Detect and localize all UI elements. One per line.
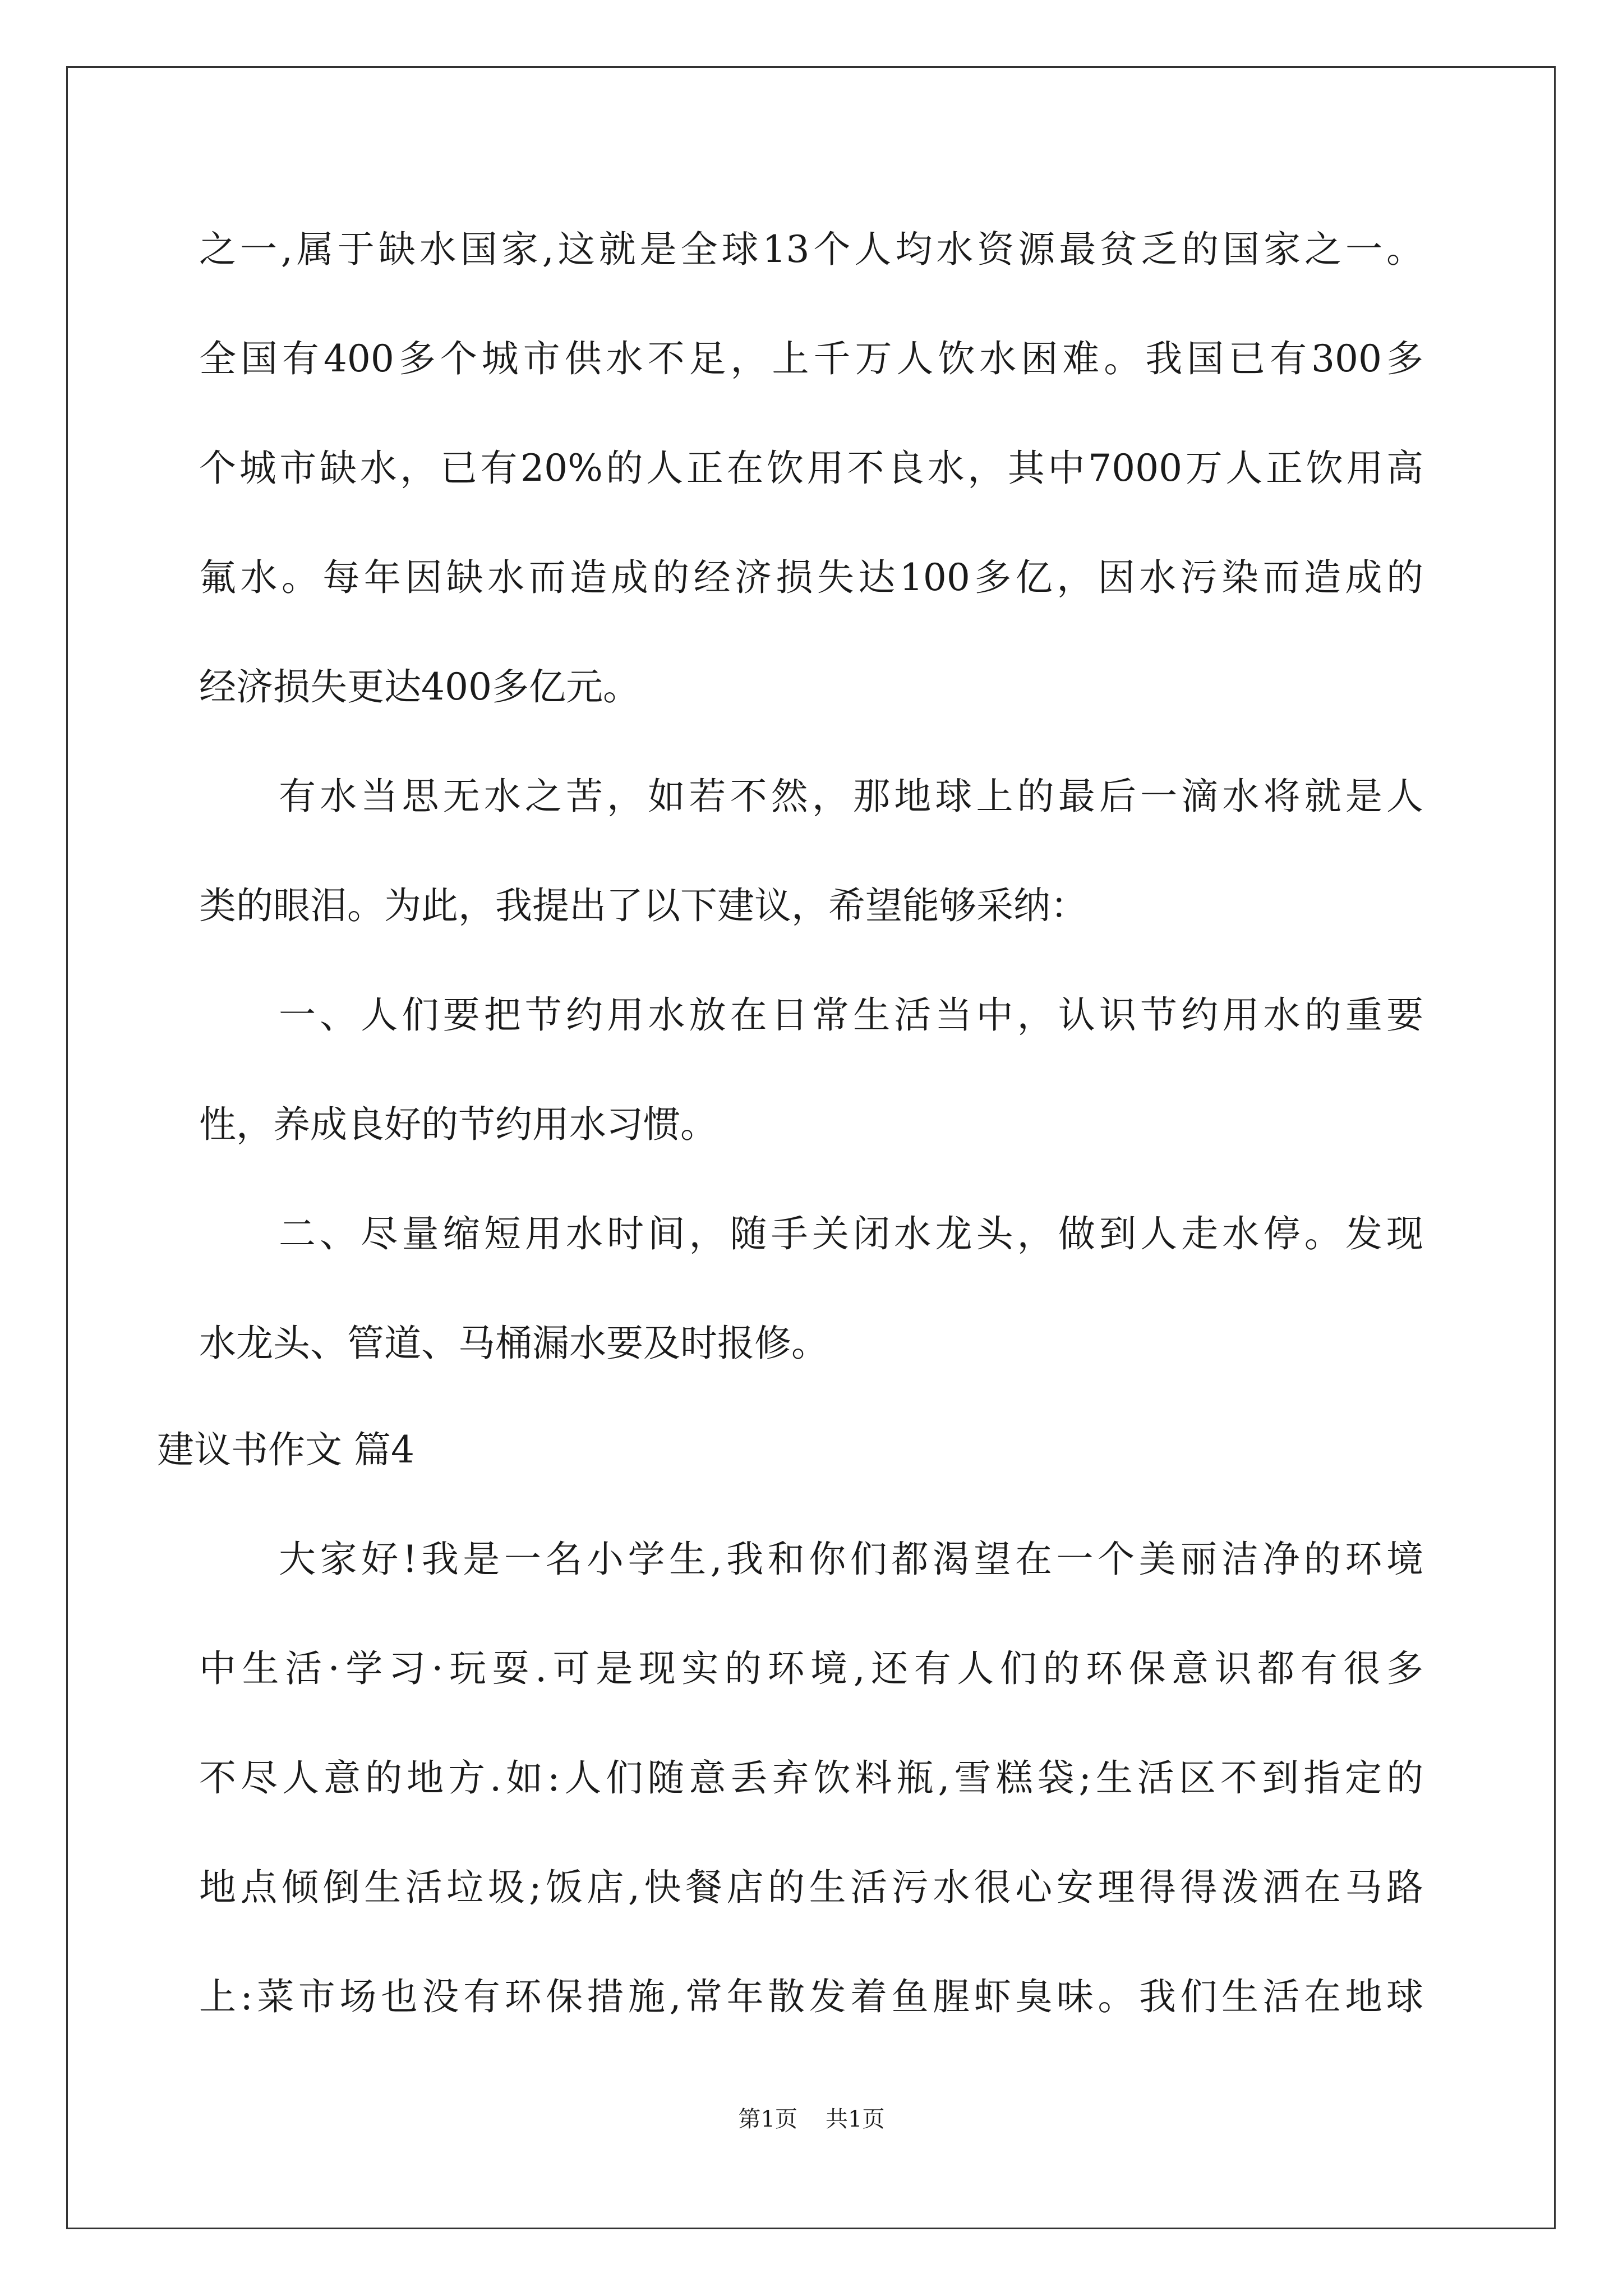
text-line: 经济损失更达400多亿元。 [199,665,640,708]
text-line: 之一,属于缺水国家,这就是全球13个人均水资源最贫乏的国家之一。 [199,228,1423,271]
text-line: 有水当思无水之苦，如若不然，那地球上的最后一滴水将就是人 [279,775,1423,818]
text-line: 一、人们要把节约用水放在日常生活当中，认识节约用水的重要 [279,993,1423,1037]
text-line: 不尽人意的地方.如:人们随意丢弃饮料瓶,雪糕袋;生活区不到指定的 [199,1756,1423,1800]
text-line: 氟水。每年因缺水而造成的经济损失达100多亿，因水污染而造成的 [199,556,1423,599]
text-line: 地点倾倒生活垃圾;饭店,快餐店的生活污水很心安理得得泼洒在马路 [199,1866,1423,1909]
text-line: 全国有400多个城市供水不足，上千万人饮水困难。我国已有300多 [199,337,1423,380]
text-line: 类的眼泪。为此，我提出了以下建议，希望能够采纳： [199,884,1087,927]
section-heading: 建议书作文 篇4 [157,1428,414,1471]
text-line: 个城市缺水，已有20%的人正在饮用不良水，其中7000万人正饮用高 [199,447,1423,490]
text-line: 上:菜市场也没有环保措施,常年散发着鱼腥虾臭味。我们生活在地球 [199,1975,1423,2018]
page-footer [0,2101,1623,2133]
page-total: 共1页 [826,2106,885,2132]
page-number: 第1页 [738,2106,797,2132]
text-line: 二、尽量缩短用水时间，随手关闭水龙头，做到人走水停。发现 [279,1212,1423,1255]
text-line: 性，养成良好的节约用水习惯。 [199,1103,717,1146]
text-line: 中生活·学习·玩耍.可是现实的环境,还有人们的环保意识都有很多 [199,1647,1423,1690]
text-line: 大家好!我是一名小学生,我和你们都渴望在一个美丽洁净的环境 [279,1538,1423,1581]
text-line: 水龙头、管道、马桶漏水要及时报修。 [199,1322,828,1365]
